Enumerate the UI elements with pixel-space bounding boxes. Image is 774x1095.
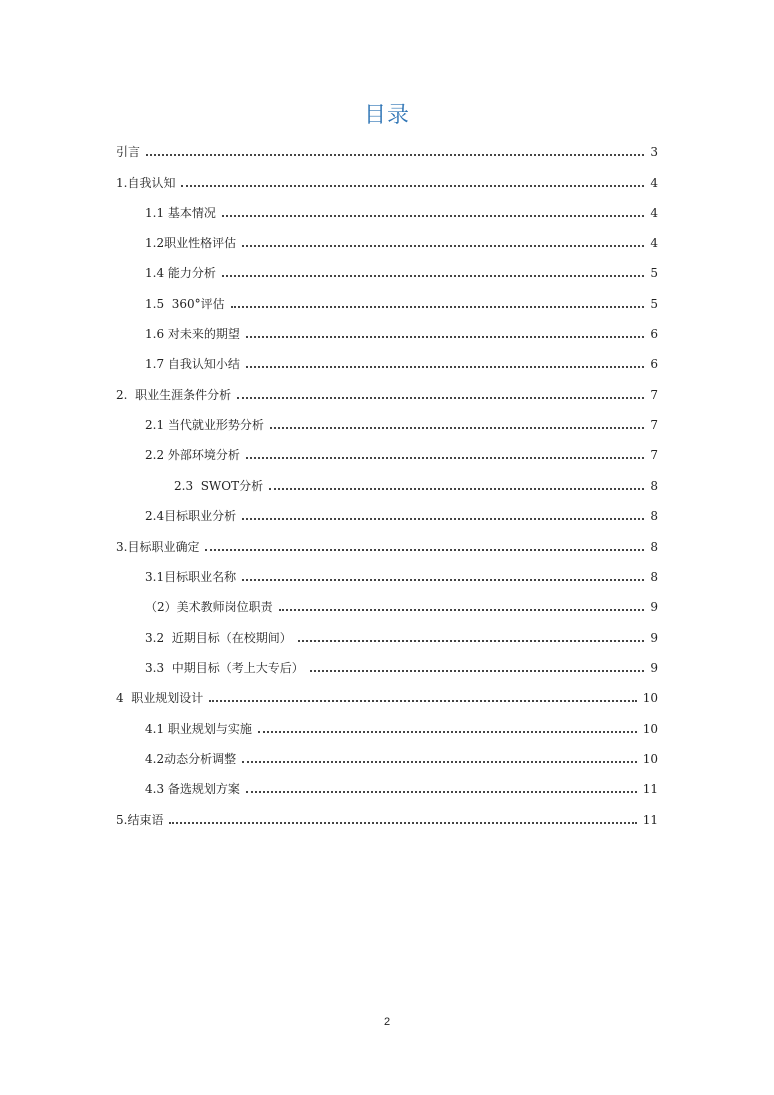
toc-entry[interactable] bbox=[116, 383, 658, 403]
toc-entry[interactable] bbox=[145, 595, 658, 615]
toc-entry[interactable] bbox=[145, 626, 658, 646]
toc-leader-dots bbox=[298, 640, 644, 642]
toc-leader-dots bbox=[205, 549, 644, 551]
toc-leader-dots bbox=[242, 761, 637, 763]
toc-entry-label: （2）美术教师岗位职责 bbox=[145, 600, 273, 614]
toc-entry-page: 7 bbox=[650, 388, 658, 402]
toc-leader-dots bbox=[242, 518, 644, 520]
toc-entry-page: 10 bbox=[642, 752, 658, 766]
toc-entry-label: 3.1目标职业名称 bbox=[145, 570, 237, 584]
toc-entry-label: 2. 职业生涯条件分析 bbox=[116, 388, 232, 402]
toc-entry-label: 1.自我认知 bbox=[116, 176, 176, 190]
toc-entry[interactable] bbox=[116, 140, 658, 160]
toc-leader-dots bbox=[242, 245, 644, 247]
toc-entry-page: 3 bbox=[650, 145, 658, 159]
toc-entry[interactable] bbox=[145, 261, 658, 281]
toc-leader-dots bbox=[222, 275, 644, 277]
toc-entry-label: 1.7 自我认知小结 bbox=[145, 357, 240, 371]
toc-leader-dots bbox=[246, 457, 644, 459]
toc-entry-label: 引言 bbox=[116, 145, 141, 159]
toc-entry-label: 1.4 能力分析 bbox=[145, 266, 216, 280]
toc-entry-page: 8 bbox=[650, 540, 658, 554]
toc-entry-page: 10 bbox=[642, 691, 658, 705]
toc-entry-page: 4 bbox=[650, 176, 658, 190]
toc-entry-page: 11 bbox=[642, 782, 658, 796]
toc-entry-page: 5 bbox=[650, 266, 658, 280]
page-number: 2 bbox=[383, 1016, 391, 1028]
toc-entry[interactable] bbox=[145, 777, 658, 797]
toc-leader-dots bbox=[231, 306, 644, 308]
toc-entry-page: 8 bbox=[650, 509, 658, 523]
toc-entry[interactable] bbox=[145, 656, 658, 676]
toc-entry-page: 4 bbox=[650, 236, 658, 250]
toc-entry-label: 3.目标职业确定 bbox=[116, 540, 200, 554]
toc-leader-dots bbox=[246, 366, 644, 368]
toc-entry[interactable] bbox=[145, 322, 658, 342]
toc-entry-label: 4 职业规划设计 bbox=[116, 691, 204, 705]
toc-entry-label: 3.3 中期目标（考上大专后） bbox=[145, 661, 304, 675]
toc-leader-dots bbox=[209, 700, 636, 702]
toc-entry[interactable] bbox=[145, 231, 658, 251]
toc-entry-page: 7 bbox=[650, 448, 658, 462]
toc-entry-page: 8 bbox=[650, 479, 658, 493]
toc-leader-dots bbox=[237, 397, 644, 399]
toc-entry[interactable] bbox=[116, 535, 658, 555]
toc-entry[interactable] bbox=[145, 504, 658, 524]
toc-leader-dots bbox=[246, 791, 637, 793]
toc-entry-page: 4 bbox=[650, 206, 658, 220]
toc-leader-dots bbox=[279, 609, 644, 611]
toc-entry-label: 1.5 360°评估 bbox=[145, 297, 225, 311]
toc-leader-dots bbox=[258, 731, 637, 733]
toc-leader-dots bbox=[310, 670, 644, 672]
toc-entry[interactable] bbox=[145, 201, 658, 221]
toc-title: 目录 bbox=[363, 103, 410, 128]
toc-leader-dots bbox=[242, 579, 644, 581]
toc-entry-page: 11 bbox=[642, 813, 658, 827]
toc-entry[interactable] bbox=[145, 292, 658, 312]
toc-entry[interactable] bbox=[116, 686, 658, 706]
toc-entry-page: 7 bbox=[650, 418, 658, 432]
toc-entry[interactable] bbox=[145, 352, 658, 372]
toc-entry[interactable] bbox=[174, 474, 658, 494]
toc-entry-page: 10 bbox=[642, 722, 658, 736]
toc-entry-label: 2.2 外部环境分析 bbox=[145, 448, 240, 462]
toc-entry-label: 5.结束语 bbox=[116, 813, 164, 827]
toc-entry[interactable] bbox=[145, 717, 658, 737]
toc-entry-label: 4.2动态分析调整 bbox=[145, 752, 237, 766]
toc-entry[interactable] bbox=[116, 171, 658, 191]
toc-entry[interactable] bbox=[145, 413, 658, 433]
toc-leader-dots bbox=[270, 427, 644, 429]
toc-entry-label: 4.3 备选规划方案 bbox=[145, 782, 240, 796]
toc-leader-dots bbox=[146, 154, 644, 156]
toc-entry-label: 1.6 对未来的期望 bbox=[145, 327, 240, 341]
toc-entry-page: 6 bbox=[650, 327, 658, 341]
toc-entry-page: 9 bbox=[650, 600, 658, 614]
toc-leader-dots bbox=[222, 215, 644, 217]
toc-entry-label: 2.4目标职业分析 bbox=[145, 509, 237, 523]
toc-entry-label: 3.2 近期目标（在校期间） bbox=[145, 631, 292, 645]
toc-entry-label: 1.1 基本情况 bbox=[145, 206, 216, 220]
toc-entry[interactable] bbox=[145, 747, 658, 767]
toc-entry-page: 5 bbox=[650, 297, 658, 311]
toc-entry-page: 9 bbox=[650, 631, 658, 645]
toc-entry-page: 8 bbox=[650, 570, 658, 584]
toc-entry-label: 2.1 当代就业形势分析 bbox=[145, 418, 264, 432]
toc-entry[interactable] bbox=[116, 808, 658, 828]
toc-entry-label: 2.3 SWOT分析 bbox=[174, 479, 264, 493]
toc-entry-page: 9 bbox=[650, 661, 658, 675]
toc-leader-dots bbox=[181, 185, 644, 187]
toc-entry-label: 4.1 职业规划与实施 bbox=[145, 722, 252, 736]
toc-leader-dots bbox=[246, 336, 644, 338]
toc-entry-page: 6 bbox=[650, 357, 658, 371]
toc-entry-label: 1.2职业性格评估 bbox=[145, 236, 237, 250]
toc-leader-dots bbox=[269, 488, 644, 490]
toc-entry[interactable] bbox=[145, 565, 658, 585]
toc-leader-dots bbox=[169, 822, 636, 824]
toc-entry[interactable] bbox=[145, 443, 658, 463]
